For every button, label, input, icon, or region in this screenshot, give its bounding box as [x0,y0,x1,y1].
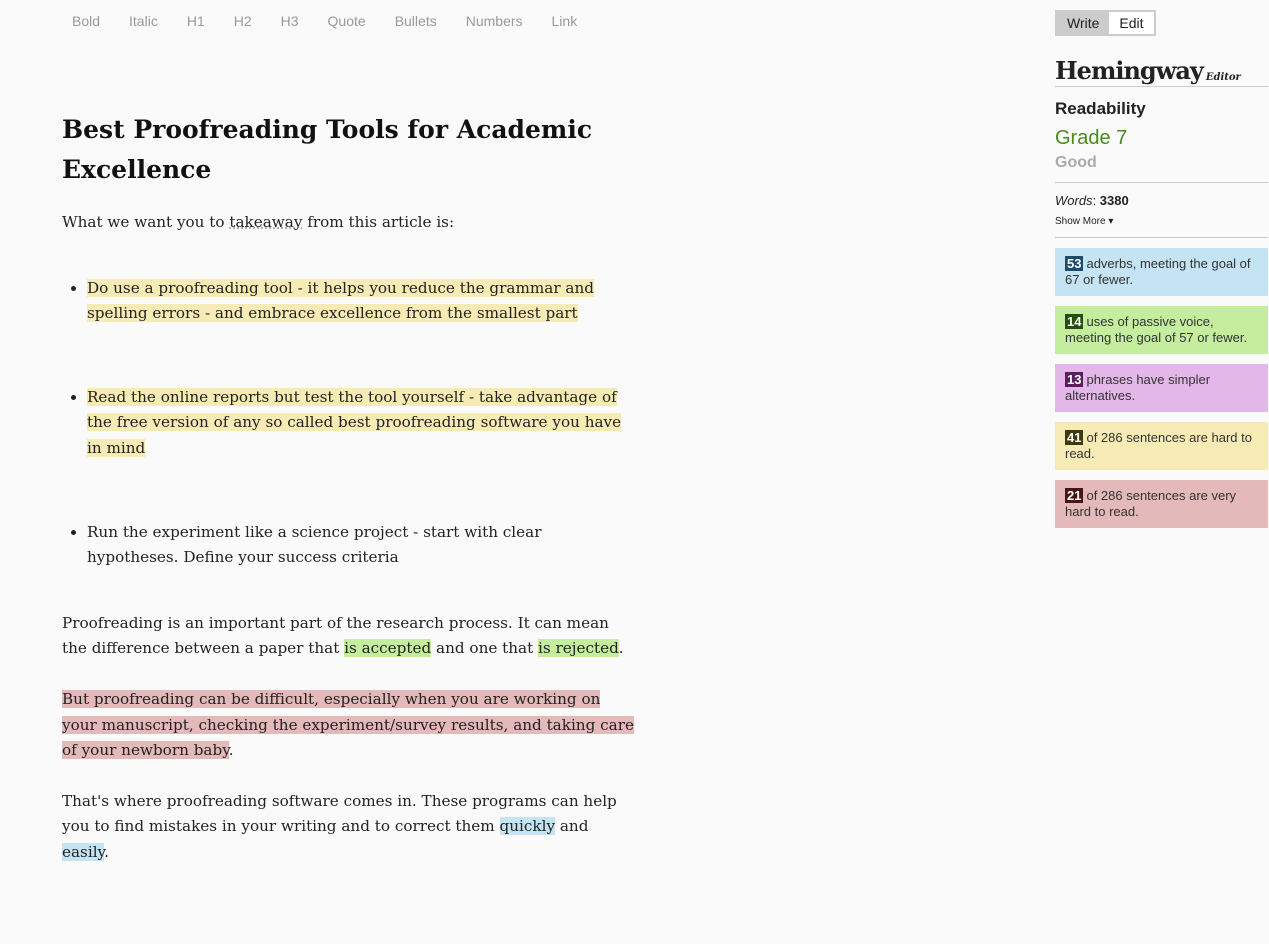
text: Run the experiment like a science project - start with clear hypotheses. Define your success criteria [87,522,542,567]
card-text: of 286 sentences are very hard to read. [1065,488,1237,519]
write-button[interactable]: Write [1057,12,1109,34]
divider [1055,182,1268,183]
text: Proofreading is an important part of the research process. It can mean the difference between a paper that [62,613,609,658]
count-badge: 41 [1067,430,1082,445]
adverb: quickly [499,817,556,836]
sidebar [1055,10,1268,528]
passive-voice: is rejected [538,639,619,658]
hemingway-logo [1055,48,1268,86]
card-text: phrases have simpler alternatives. [1065,372,1211,403]
bold-button[interactable]: Bold [72,13,101,29]
card-text: of 286 sentences are hard to read. [1065,430,1252,461]
readability-heading: Readability [1055,99,1146,118]
grade-level: Grade 7 [1055,127,1128,149]
text: from this article is: [302,213,455,231]
hard-sentence: Do use a proofreading tool - it helps you reduce the grammar and spelling errors - and embrace excellence from the smallest part [87,278,594,323]
word-count: Words: 3380 [1055,193,1129,208]
paragraph [62,687,637,764]
logo-sub: Editor [1205,72,1241,83]
show-more-button[interactable] [1055,216,1268,227]
count-badge: 14 [1067,314,1082,329]
edit-button[interactable]: Edit [1109,12,1153,34]
h1-button[interactable]: H1 [186,13,205,29]
hard-sentence: Read the online reports but test the tool yourself - take advantage of the free version of any so called best proofreading software you have in mind [87,387,622,457]
simpler-phrases-card [1055,364,1268,412]
words-label: Words [1055,193,1093,208]
logo-text: Hemingway [1055,56,1203,85]
paragraph [62,789,637,866]
adverb: easily [62,842,105,861]
passive-voice-card [1055,306,1268,354]
link-button[interactable]: Link [551,13,578,29]
caret-down-icon: ▾ [1108,216,1114,227]
text: and one that [431,639,539,658]
divider [1055,86,1268,87]
h3-button[interactable]: H3 [280,13,299,29]
text: . [228,741,234,760]
hard-sentences-card [1055,422,1268,470]
text: That's where proofreading software comes in. These programs can help you to find mistakes in your writing and to correct them [62,791,617,836]
very-hard-sentences-card [1055,480,1268,528]
count-badge: 21 [1067,488,1082,503]
count-badge: 13 [1067,372,1082,387]
divider [1055,237,1268,238]
editor[interactable] [62,110,637,891]
grade-label: Good [1055,154,1097,171]
count-badge: 53 [1067,256,1082,271]
text: . [618,639,624,658]
very-hard-sentence: But proofreading can be difficult, especially when you are working on your manuscript, checking the experiment/survey results, and taking care of your newborn baby [62,689,634,760]
show-more-label: Show More [1055,216,1106,227]
passive-voice: is accepted [344,639,432,658]
card-text: uses of passive voice, meeting the goal of 57 or fewer. [1065,314,1248,345]
text: and [555,817,589,836]
italic-button[interactable]: Italic [129,13,158,29]
h2-button[interactable]: H2 [233,13,252,29]
paragraph [62,611,637,662]
numbers-button[interactable]: Numbers [465,13,523,29]
card-text: adverbs, meeting the goal of 67 or fewer. [1065,256,1251,287]
list-item [87,385,637,462]
list-item [87,520,637,571]
adverbs-card [1055,248,1268,296]
mode-toggle [1055,10,1156,36]
format-toolbar [72,13,606,29]
text: . [104,842,109,861]
list-item [87,276,637,327]
bullet-list [62,276,637,571]
quote-button[interactable]: Quote [327,13,366,29]
article-title: Best Proofreading Tools for Academic Excellence [62,115,593,184]
spelling-flag: takeaway [229,213,303,231]
bullets-button[interactable]: Bullets [394,13,437,29]
text: What we want you to [62,213,230,231]
intro-paragraph [62,210,637,236]
words-value: 3380 [1099,193,1129,208]
